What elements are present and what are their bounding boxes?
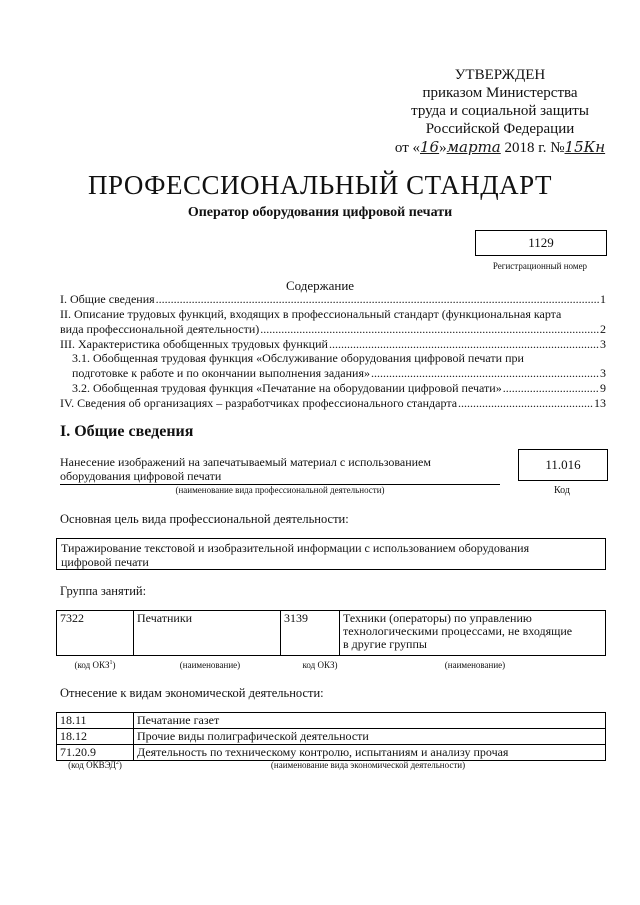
date-prefix: от « bbox=[394, 140, 420, 156]
footnote-ref: 1 bbox=[109, 660, 113, 666]
okz-name-caption: (наименование) bbox=[179, 660, 241, 670]
approval-date bbox=[380, 138, 620, 157]
okved-code-cell: 71.20.9 bbox=[57, 745, 134, 761]
toc-item-label: I. Общие сведения bbox=[60, 292, 155, 306]
toc-item-page: 13 bbox=[594, 396, 606, 410]
okved-code-caption bbox=[60, 760, 130, 770]
okz-code-cell: 3139 bbox=[281, 611, 340, 656]
okved-name-caption: (наименование вида экономической деятельности) bbox=[270, 760, 466, 770]
toc-heading: Содержание bbox=[285, 278, 355, 293]
footnote-ref: 2 bbox=[115, 760, 119, 766]
document-subtitle: Оператор оборудования цифровой печати bbox=[187, 205, 453, 220]
activity-name bbox=[60, 455, 500, 485]
toc-item-label: IV. Сведения об организациях – разработчиках профессионального стандарта bbox=[60, 396, 458, 410]
okz-code-caption-2: код ОКЗ) bbox=[302, 660, 338, 670]
table-row bbox=[57, 611, 606, 656]
date-mid: » bbox=[439, 140, 447, 156]
toc-item-page: 1 bbox=[600, 292, 606, 306]
handwritten-month: марта bbox=[446, 138, 501, 156]
approval-line4: Российской Федерации bbox=[425, 121, 575, 137]
toc-item-page: 2 bbox=[600, 322, 606, 336]
okz-name-cell bbox=[340, 611, 606, 656]
okz-name-cell: Печатники bbox=[134, 611, 281, 656]
okved-code-cell: 18.12 bbox=[57, 729, 134, 745]
okz-name-line: технологическими процессами, не входящие bbox=[343, 624, 573, 638]
toc-item-3-1[interactable] bbox=[72, 351, 606, 381]
caption-text: (код ОКВЭД bbox=[68, 760, 116, 770]
registration-number-box: 1129 bbox=[475, 230, 607, 256]
activity-line2: оборудования цифровой печати bbox=[60, 469, 222, 483]
okz-name-line: Техники (операторы) по управлению bbox=[343, 611, 532, 625]
toc-item-label: III. Характеристика обобщенных трудовых функций bbox=[60, 337, 328, 351]
toc-item-page: 3 bbox=[600, 366, 606, 380]
caption-text: ) bbox=[112, 660, 116, 670]
toc-item-page: 9 bbox=[600, 381, 606, 395]
document-title: ПРОФЕССИОНАЛЬНЫЙ СТАНДАРТ bbox=[87, 170, 553, 200]
toc-item-3-2[interactable] bbox=[72, 381, 606, 396]
okz-code-caption bbox=[60, 660, 130, 670]
code-caption: Код bbox=[554, 485, 570, 496]
goal-line1: Тиражирование текстовой и изобразительной информации с использованием оборудования bbox=[61, 541, 530, 555]
caption-text: ) bbox=[118, 760, 122, 770]
toc-item-2[interactable] bbox=[60, 307, 606, 337]
registration-number-label: Регистрационный номер bbox=[492, 261, 588, 271]
date-year: 2018 г. № bbox=[500, 140, 565, 156]
caption-text: (код ОКЗ bbox=[74, 660, 110, 670]
toc-item-4[interactable] bbox=[60, 396, 606, 411]
approval-line1: УТВЕРЖДЕН bbox=[454, 67, 546, 83]
activity-caption: (наименование вида профессиональной деятельности) bbox=[175, 485, 385, 495]
goal-label: Основная цель вида профессиональной деятельности: bbox=[60, 512, 349, 526]
handwritten-order-number: 15Кн bbox=[564, 138, 606, 156]
toc-item-page: 3 bbox=[600, 337, 606, 351]
handwritten-day: 16 bbox=[420, 138, 440, 156]
table-row bbox=[57, 713, 606, 729]
okved-name-cell: Деятельность по техническому контролю, испытаниям и анализу прочая bbox=[134, 745, 606, 761]
approval-block bbox=[380, 66, 620, 157]
section-heading: I. Общие сведения bbox=[60, 423, 194, 440]
activity-code-box: 11.016 bbox=[518, 449, 608, 481]
toc-item-label: 3.2. Обобщенная трудовая функция «Печатание на оборудовании цифровой печати» bbox=[72, 381, 502, 395]
group-label: Группа занятий: bbox=[60, 584, 147, 598]
toc-item-1[interactable] bbox=[60, 292, 606, 307]
table-row bbox=[57, 729, 606, 745]
okved-code-cell: 18.11 bbox=[57, 713, 134, 729]
toc-item-line: 3.1. Обобщенная трудовая функция «Обслуживание оборудования цифровой печати при bbox=[72, 351, 524, 365]
approval-line3: труда и социальной защиты bbox=[411, 103, 589, 119]
okz-name-caption-2: (наименование) bbox=[444, 660, 506, 670]
goal-box bbox=[56, 538, 606, 570]
goal-line2: цифровой печати bbox=[61, 555, 149, 569]
table-row bbox=[57, 745, 606, 761]
econ-label: Отнесение к видам экономической деятельности: bbox=[60, 686, 324, 700]
okved-name-cell: Печатание газет bbox=[134, 713, 606, 729]
okved-table bbox=[56, 712, 606, 761]
activity-line1: Нанесение изображений на запечатываемый материал с использованием bbox=[60, 455, 431, 469]
okz-code-cell: 7322 bbox=[57, 611, 134, 656]
occupation-group-table bbox=[56, 610, 606, 656]
okz-name-line: в другие группы bbox=[343, 637, 427, 651]
toc-item-label: вида профессиональной деятельности) bbox=[60, 322, 260, 336]
approval-line2: приказом Министерства bbox=[422, 85, 578, 101]
toc-item-3[interactable] bbox=[60, 337, 606, 352]
toc-item-label: подготовке к работе и по окончании выполнения задания» bbox=[72, 366, 370, 380]
toc-item-line: II. Описание трудовых функций, входящих в профессиональный стандарт (функциональная карта bbox=[60, 307, 562, 321]
okved-name-cell: Прочие виды полиграфической деятельности bbox=[134, 729, 606, 745]
